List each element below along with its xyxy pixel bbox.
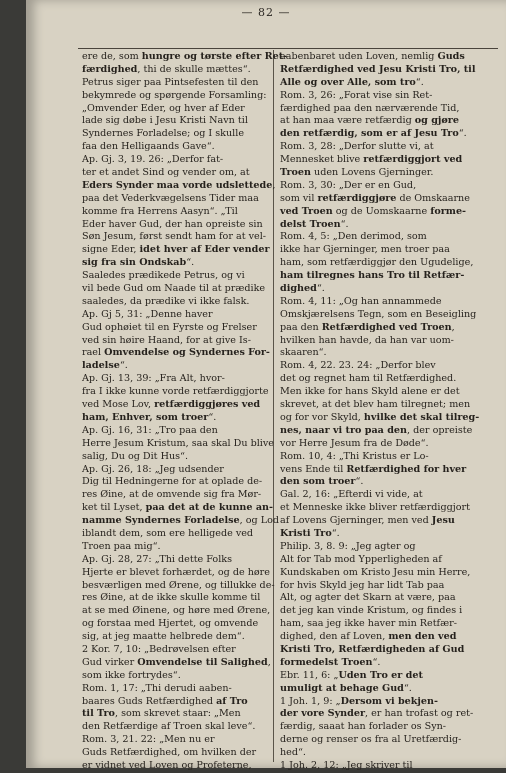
text-line <box>280 206 470 219</box>
text-line <box>280 580 470 593</box>
text-segment: Men ikke for hans Skyld alene er det <box>280 386 460 398</box>
text-segment: lade sig døbe i Jesu Kristi Navn til <box>82 115 248 127</box>
text-segment: Syndernes Forladelse; og I skulle <box>82 128 244 140</box>
text-line <box>280 167 470 180</box>
text-line <box>280 103 470 116</box>
text-segment: ikke har Gjerninger, men troer paa <box>280 244 450 256</box>
bold-text-segment: hvilke det skal tilreg- <box>363 411 480 423</box>
text-line <box>280 128 470 141</box>
bold-text-segment: ladelse <box>82 360 120 372</box>
text-segment: komme fra Herrens Aasyn“. „Til <box>82 205 238 217</box>
text-line <box>280 77 470 90</box>
text-line <box>82 244 272 257</box>
text-line <box>280 63 476 77</box>
text-line <box>82 283 272 296</box>
text-line <box>82 270 272 283</box>
bold-text-segment: ved Troen <box>280 205 333 217</box>
text-line <box>82 77 272 90</box>
text-line <box>82 734 272 747</box>
text-line <box>82 683 272 696</box>
text-segment: sig, at jeg maatte helbrede dem“. <box>82 631 245 643</box>
text-segment: som vil <box>280 192 318 204</box>
text-line <box>82 438 272 451</box>
text-line <box>280 554 470 567</box>
text-line <box>82 502 272 515</box>
text-line <box>280 373 470 386</box>
bold-text-segment: Alle og over Alle, som tro <box>280 76 416 88</box>
text-segment: “. <box>458 128 467 140</box>
bold-text-segment: retfærdiggjort ved <box>363 154 463 166</box>
bold-text-segment: delst Troen <box>280 218 341 230</box>
text-line <box>82 154 272 167</box>
header-rule <box>78 48 498 49</box>
text-segment: som ikke fortrydes“. <box>82 669 181 681</box>
text-segment: Ap. Gj. 28, 27: „Thi dette Folks <box>82 553 232 565</box>
text-line <box>280 180 470 193</box>
text-line <box>82 554 272 567</box>
text-segment: Alt, og agter det Skarn at være, paa <box>280 592 456 604</box>
text-segment: res Øine, at de ikke skulle komme til <box>82 592 261 604</box>
text-segment: den Retfærdige af Troen skal leve“. <box>82 721 256 733</box>
text-line <box>82 541 272 554</box>
bold-text-segment: Kristi Tro, Retfærdigheden af Gud <box>280 643 465 655</box>
text-line <box>82 760 272 773</box>
text-segment: af Lovens Gjerninger, men ved <box>280 515 432 527</box>
text-segment: Saaledes prædikede Petrus, og vi <box>82 270 245 282</box>
text-line <box>82 670 272 683</box>
text-line <box>280 708 474 721</box>
text-segment: besværligen med Ørene, og tillukke de- <box>82 579 275 591</box>
text-line <box>280 592 470 605</box>
right-text-column <box>280 51 480 773</box>
text-segment: paa den <box>280 321 322 333</box>
text-segment: Gal. 2, 16: „Efterdi vi vide, at <box>280 489 423 501</box>
text-line <box>82 696 272 709</box>
text-segment: Ap. Gj. 3, 19. 26: „Derfor fat- <box>82 154 224 166</box>
text-segment: „Omvender Eder, og hver af Eder <box>82 102 245 114</box>
text-segment: og forstaa med Hjertet, og omvende <box>82 618 259 630</box>
text-segment: Petrus siger paa Pintsefesten til den <box>82 76 259 88</box>
text-segment: hed“. <box>280 747 306 759</box>
text-line <box>280 451 470 464</box>
text-segment: , thi de skulle mættes“. <box>137 63 251 75</box>
text-segment: Rom. 3, 28: „Derfor slutte vi, at <box>280 141 434 153</box>
text-line <box>280 283 470 296</box>
text-line <box>280 231 470 244</box>
bold-text-segment: ham tilregnes hans Tro til Retfær- <box>280 270 465 282</box>
bold-text-segment: sig fra sin Ondskab <box>82 257 187 269</box>
left-text-column <box>82 51 288 773</box>
text-line <box>280 438 470 451</box>
text-line <box>280 141 470 154</box>
text-segment: , som skrevet staar: „Men <box>114 708 241 720</box>
text-segment: “. <box>355 476 364 488</box>
bold-text-segment: Retfærdighed for hver <box>346 463 467 475</box>
text-segment: 2 Kor. 7, 10: „Bedrøvelsen efter <box>82 643 236 655</box>
text-segment: iblandt dem, som ere helligede ved <box>82 527 254 539</box>
text-line <box>82 631 272 644</box>
text-line <box>280 90 470 103</box>
bold-text-segment: men den ved <box>388 631 457 643</box>
text-line <box>280 193 470 206</box>
text-segment: baares Guds Retfærdighed <box>82 695 217 707</box>
text-line <box>82 141 272 154</box>
text-line <box>82 257 272 270</box>
text-segment: vor Herre Jesum fra de Døde“. <box>280 437 429 449</box>
text-segment: Rom. 10, 4: „Thi Kristus er Lo- <box>280 450 429 462</box>
text-line <box>280 683 470 696</box>
text-segment: Kundskaben om Kristo Jesu min Herre, <box>280 566 471 578</box>
text-line <box>82 296 272 309</box>
text-line <box>280 489 470 502</box>
text-segment: Gud virker <box>82 656 138 668</box>
bold-text-segment: Retfærdighed ved Jesu Kristi Tro, til <box>280 63 476 75</box>
text-line <box>280 644 470 657</box>
text-segment: ham, som retfærdiggjør den Ugudelige, <box>280 257 474 269</box>
bold-text-segment: til Tro <box>82 708 115 720</box>
text-line <box>82 335 272 348</box>
text-line <box>280 399 470 412</box>
text-line <box>82 115 272 128</box>
text-line <box>82 579 275 593</box>
text-line <box>280 115 470 128</box>
text-segment: “. <box>340 218 349 230</box>
bold-text-segment: ham, Enhver, som troer <box>82 411 209 423</box>
bold-text-segment: paa det at de kunne an- <box>145 502 274 514</box>
text-segment: Eder haver Gud, der han opreiste sin <box>82 218 263 230</box>
bold-text-segment: Jesu <box>431 515 455 527</box>
bold-text-segment: af Tro <box>216 695 248 707</box>
text-segment: saaledes, da prædike vi ikke falsk. <box>82 295 250 307</box>
text-segment: Ap. Gj. 13, 39: „Fra Alt, hvor- <box>82 373 225 385</box>
text-segment: det og regnet ham til Retfærdighed. <box>280 373 457 385</box>
text-line <box>82 464 272 477</box>
text-segment: 1 Joh. 1, 9: „ <box>280 695 341 707</box>
text-segment: res Øine, at de omvende sig fra Mør- <box>82 489 262 501</box>
text-segment: hvilken han havde, da han var uom- <box>280 334 454 346</box>
text-segment: og de Uomskaarne <box>332 205 431 217</box>
text-line <box>280 51 470 64</box>
text-line <box>280 502 470 515</box>
text-line <box>280 476 470 489</box>
text-segment: de Omskaarne <box>396 192 470 204</box>
text-segment: færdighed paa den nærværende Tid, <box>280 102 460 114</box>
bold-text-segment: retfærdiggjøres ved <box>154 399 261 411</box>
text-line <box>280 270 470 283</box>
text-line <box>280 541 470 554</box>
bold-text-segment: Omvendelse og Syndernes For- <box>104 347 270 359</box>
text-segment: uden Lovens Gjerninger. <box>310 167 434 179</box>
text-segment: salig, Du og Dit Hus“. <box>82 450 188 462</box>
text-line <box>82 231 272 244</box>
text-line <box>280 605 470 618</box>
text-line <box>82 644 272 657</box>
text-line <box>280 618 470 631</box>
text-segment: Rom. 3, 30: „Der er en Gud, <box>280 179 417 191</box>
text-line <box>82 515 280 528</box>
text-segment: et Menneske ikke bliver retfærdiggjort <box>280 502 470 514</box>
text-segment: ved sin høire Haand, for at give Is- <box>82 334 251 346</box>
text-line <box>82 592 272 605</box>
text-segment: færdig, saaat han forlader os Syn- <box>280 721 447 733</box>
text-segment: ham, saa jeg ikke haver min Retfær- <box>280 618 457 630</box>
text-line <box>82 206 272 219</box>
bold-text-segment: der vore Synder <box>280 708 366 720</box>
text-segment: faa den Helligaands Gave“. <box>82 141 215 153</box>
bold-text-segment: den retfærdig, som er af Jesu Tro <box>280 128 459 140</box>
text-segment: er vidnet ved Loven og Profeterne, <box>82 759 252 771</box>
text-line <box>280 219 470 232</box>
text-segment: at se med Øinene, og høre med Ørene, <box>82 605 271 617</box>
page-number: — 82 — <box>241 6 291 19</box>
bold-text-segment: den som troer <box>280 476 356 488</box>
text-line <box>280 411 480 425</box>
text-line <box>280 386 470 399</box>
bold-text-segment: Retfærdighed ved Troen <box>321 321 452 333</box>
text-line <box>280 335 470 348</box>
text-segment: 1 Joh. 2, 12: „Jeg skriver til <box>280 759 413 771</box>
text-line <box>82 386 272 399</box>
text-segment: Alt for Tab mod Ypperligheden af <box>280 553 442 565</box>
text-segment: , der opreiste <box>407 424 473 436</box>
text-line <box>280 747 470 760</box>
text-segment: Rom. 4, 5: „Den derimod, som <box>280 231 427 243</box>
text-segment: Troen paa mig“. <box>82 540 161 552</box>
text-segment: fra I ikke kunne vorde retfærdiggjorte <box>82 386 269 398</box>
text-segment: Rom. 4, 22. 23. 24: „Derfor blev <box>280 360 436 372</box>
text-line <box>280 322 470 335</box>
book-page <box>26 0 506 771</box>
bold-text-segment: Dersom vi bekjen- <box>340 695 438 707</box>
text-segment: Gud ophøiet til en Fyrste og Frelser <box>82 321 257 333</box>
bold-text-segment: formedelst Troen <box>280 656 373 668</box>
text-segment: “. <box>316 283 325 295</box>
text-segment: “. <box>372 656 381 668</box>
text-segment: Philip. 3, 8. 9: „Jeg agter og <box>280 540 416 552</box>
text-line <box>82 451 272 464</box>
text-line <box>82 128 272 141</box>
text-line <box>280 567 470 580</box>
text-segment: paa det Vederkvægelsens Tider maa <box>82 192 259 204</box>
text-line <box>280 464 470 477</box>
text-segment: Rom. 4, 11: „Og han annammede <box>280 295 442 307</box>
text-line <box>82 721 272 734</box>
text-line <box>280 696 470 709</box>
bold-text-segment: forme- <box>430 205 467 217</box>
text-line <box>82 309 272 322</box>
text-segment: skrevet, at det blev ham tilregnet; men <box>280 399 471 411</box>
text-line <box>82 476 272 489</box>
text-segment: Rom. 3, 21. 22: „Men nu er <box>82 734 215 746</box>
text-segment: Rom. 3, 26: „Forat vise sin Ret- <box>280 89 433 101</box>
bold-text-segment: umuligt at behage Gud <box>280 682 404 694</box>
text-line <box>280 424 473 438</box>
text-segment: vens Ende til <box>280 463 347 475</box>
text-line <box>82 528 272 541</box>
text-segment: ter et andet Sind og vender om, at <box>82 167 250 179</box>
bold-text-segment: dighed <box>280 283 317 295</box>
text-line <box>280 657 470 670</box>
text-segment: skaaren“. <box>280 347 327 359</box>
text-segment: Ap. Gj. 26, 18: „Jeg udsender <box>82 463 224 475</box>
bold-text-segment: idet hver af Eder vender <box>139 244 270 256</box>
text-line <box>82 347 272 360</box>
bold-text-segment: namme Syndernes Forladelse <box>82 515 240 527</box>
text-segment: vil bede Gud om Naade til at prædike <box>82 283 266 295</box>
bold-text-segment: hungre og tørste efter Ret- <box>141 51 288 62</box>
text-line <box>280 515 470 528</box>
text-segment: rael <box>82 347 105 359</box>
text-line <box>82 708 272 721</box>
bold-text-segment: Uden Tro er det <box>338 669 423 681</box>
text-segment: “. <box>208 411 217 423</box>
text-line <box>82 64 272 77</box>
text-segment: derne og renser os fra al Uretfærdig- <box>280 734 462 746</box>
text-line <box>82 179 276 193</box>
text-line <box>280 360 470 373</box>
text-line <box>280 631 470 644</box>
text-line <box>82 360 272 373</box>
text-segment: , og Lod <box>239 515 280 527</box>
text-segment: dighed, den af Loven, <box>280 631 389 643</box>
text-line <box>82 618 272 631</box>
text-line <box>82 103 272 116</box>
text-segment: Herre Jesum Kristum, saa skal Du blive <box>82 437 274 449</box>
text-line <box>82 657 272 670</box>
text-line <box>280 760 470 773</box>
text-line <box>280 347 470 360</box>
text-segment: det jeg kan vinde Kristum, og findes i <box>280 605 463 617</box>
text-line <box>82 219 272 232</box>
text-segment: Ap. Gj 5, 31: „Denne haver <box>82 308 213 320</box>
text-segment: Dig til Hedningerne for at oplade de- <box>82 476 263 488</box>
bold-text-segment: Eders Synder maa vorde udslettede <box>82 179 273 191</box>
text-line <box>82 425 272 438</box>
text-line <box>280 734 470 747</box>
text-segment: Rom. 1, 17: „Thi derudi aaben- <box>82 682 232 694</box>
text-line <box>82 322 272 335</box>
text-segment: “. <box>415 76 424 88</box>
bold-text-segment: Kristi Tro <box>280 527 332 539</box>
text-segment: , er han trofast og ret- <box>365 708 474 720</box>
text-line <box>280 670 470 683</box>
text-line <box>280 528 470 541</box>
text-line <box>280 308 477 322</box>
text-line <box>280 244 470 257</box>
text-segment: Mennesket blive <box>280 154 364 166</box>
text-segment: “. <box>186 257 195 269</box>
text-segment: , <box>451 321 455 333</box>
text-segment: bekymrede og spørgende Forsamling: <box>82 89 267 101</box>
bold-text-segment: Omvendelse til Salighed <box>137 656 268 668</box>
text-segment: aabenbaret uden Loven, nemlig <box>280 51 438 62</box>
text-line <box>82 193 272 206</box>
text-line <box>280 721 470 734</box>
text-segment: ket til Lyset, <box>82 502 146 514</box>
text-segment: “. <box>119 360 128 372</box>
text-segment: og for vor Skyld, <box>280 411 364 423</box>
bold-text-segment: Guds <box>437 51 465 62</box>
text-segment: Omskjærelsens Tegn, som en Beseigling <box>280 308 477 320</box>
column-divider <box>273 50 274 762</box>
text-segment: , <box>272 179 276 191</box>
text-line <box>82 167 272 180</box>
text-segment: at han maa være retfærdig <box>280 115 415 127</box>
text-line <box>82 747 272 760</box>
text-segment: , <box>267 656 271 668</box>
bold-text-segment: færdighed <box>82 63 138 75</box>
text-line <box>280 154 470 167</box>
text-line <box>280 257 474 270</box>
bold-text-segment: nes, naar vi tro paa den <box>280 424 408 436</box>
text-segment: Guds Retfærdighed, om hvilken der <box>82 747 257 759</box>
text-line <box>82 489 272 502</box>
text-line <box>82 373 272 386</box>
bold-text-segment: og gjøre <box>414 115 459 127</box>
text-line <box>82 605 272 618</box>
text-segment: Ap. Gj. 16, 31: „Tro paa den <box>82 424 218 436</box>
bold-text-segment: retfærdiggjøre <box>317 192 397 204</box>
text-segment: Ebr. 11, 6: „ <box>280 669 339 681</box>
text-segment: ved Mose Lov, <box>82 399 155 411</box>
text-line <box>82 412 272 425</box>
text-segment: Søn Jesum, først sendt ham for at vel- <box>82 231 267 243</box>
text-line <box>82 90 272 103</box>
text-segment: ere de, som <box>82 51 142 62</box>
text-segment: “. <box>331 527 340 539</box>
text-line <box>82 51 288 64</box>
bold-text-segment: Troen <box>280 167 311 179</box>
text-segment: for hvis Skyld jeg har lidt Tab paa <box>280 579 445 591</box>
text-line <box>82 399 272 412</box>
text-segment: “. <box>403 682 412 694</box>
text-line <box>82 567 272 580</box>
text-segment: Hjerte er blevet forhærdet, og de høre <box>82 566 270 578</box>
text-line <box>280 296 470 309</box>
text-segment: signe Eder, <box>82 244 140 256</box>
